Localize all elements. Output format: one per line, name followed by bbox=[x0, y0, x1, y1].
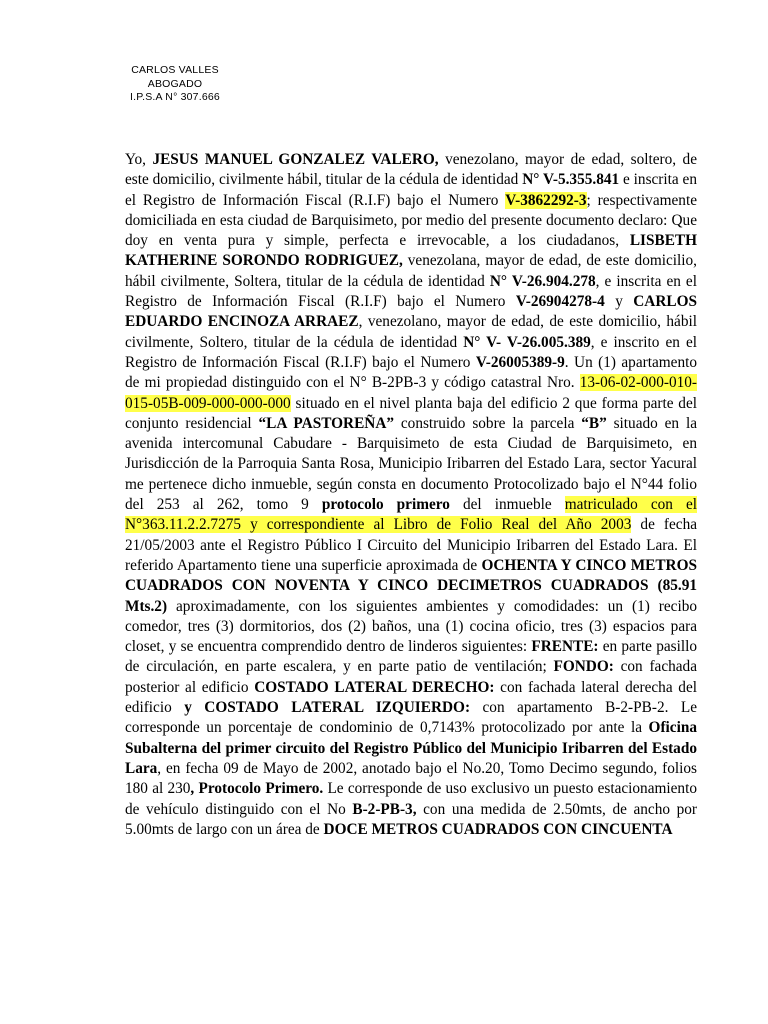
body-text: situado en la avenida intercomunal Cabudare - Barquisimeto de esta Ciudad de Barquisimeto, en Jurisdicción de la Parroquia Santa Rosa, Municipio Iribarren del Estado Lara, sector Yacural me pertenece dicho inmueble, según consta en documento Protocolizado bajo el N°44 folio del 253 al 262, tomo 9 bbox=[125, 414, 697, 514]
bold-text: protocolo primero bbox=[321, 496, 450, 514]
body-text: , e inscrito en el Registro de Información Fiscal (R.I.F) bajo el Numero bbox=[125, 333, 698, 371]
bold-text: , Protocolo Primero. bbox=[190, 780, 324, 798]
body-text: del inmueble bbox=[449, 496, 565, 514]
body-text: construido sobre la parcela bbox=[394, 414, 582, 432]
sale-declaration-paragraph bbox=[125, 150, 697, 840]
bold-text: JESUS MANUEL GONZALEZ VALERO, bbox=[152, 151, 439, 168]
body-text: e inscrita en el Registro de Información Fiscal (R.I.F) bajo el Numero bbox=[125, 171, 697, 209]
body-text: venezolana, mayor de edad, de este domicilio, hábil civilmente, Soltera, titular de la cédula de identidad bbox=[125, 252, 697, 290]
body-text: Yo, bbox=[125, 151, 153, 168]
body-text: en parte pasillo de circulación, en parte escalera, y en parte patio de ventilación; bbox=[125, 638, 697, 676]
lawyer-name: CARLOS VALLES bbox=[131, 64, 219, 76]
bold-text: “LA PASTOREÑA” bbox=[258, 414, 395, 432]
body-text: con una medida de 2.50mts, de ancho por 5.00mts de largo con un área de bbox=[125, 800, 697, 838]
body-text: venezolano, mayor de edad, soltero, de este domicilio, civilmente hábil, titular de la cédula de identidad bbox=[125, 151, 697, 189]
body-text: ; respectivamente domiciliada en esta ciudad de Barquisimeto, por medio del presente documento declaro: Que doy en venta pura y simple, perfecta e irrevocable, a los ciudadanos, bbox=[125, 191, 697, 250]
body-text: con apartamento B-2-PB-2. Le corresponde un porcentaje de condominio de 0,7143% protocolizado por ante la bbox=[125, 699, 698, 737]
bold-text: N° V-26.904.278 bbox=[489, 272, 596, 290]
bold-text: OCHENTA Y CINCO METROS CUADRADOS CON NOVENTA Y CINCO DECIMETROS CUADRADOS (85.91 Mts.2) bbox=[125, 556, 697, 615]
body-text: con fachada posterior al edificio bbox=[125, 658, 697, 696]
body-text: aproximadamente, con los siguientes ambientes y comodidades: un (1) recibo comedor, tres (3) dormitorios, dos (2) baños, una (1) cocina oficio, tres (3) espacios para closet, y se encuentra comprendido dentro de linderos siguientes: bbox=[125, 597, 697, 656]
bold-text: DOCE METROS CUADRADOS CON CINCUENTA bbox=[323, 820, 673, 838]
bold-text: y COSTADO LATERAL IZQUIERDO: bbox=[184, 699, 471, 717]
highlighted-text: matriculado con el N°363.11.2.2.7275 y correspondiente al Libro de Folio Real del Año 2003 bbox=[125, 496, 697, 534]
lawyer-ipsa-number: I.P.S.A N° 307.666 bbox=[130, 91, 220, 103]
body-text: Le corresponde de uso exclusivo un puesto estacionamiento de vehículo distinguido con el No bbox=[125, 780, 697, 818]
letterhead bbox=[100, 64, 250, 105]
bold-text: N° V- V-26.005.389 bbox=[463, 333, 591, 351]
bold-text: FONDO: bbox=[553, 658, 614, 676]
bold-text: CARLOS EDUARDO ENCINOZA ARRAEZ bbox=[125, 293, 697, 331]
highlighted-text: V-3862292-3 bbox=[505, 191, 587, 209]
body-text: . Un (1) apartamento de mi propiedad distinguido con el N° B-2PB-3 y código catastral Nro. bbox=[125, 353, 697, 392]
body-text: , venezolano, mayor de edad, de este domicilio, hábil civilmente, Soltero, titular de la cédula de identidad bbox=[125, 313, 697, 351]
highlighted-text: 13-06-02-000-010-015-05B-009-000-000-000 bbox=[125, 374, 697, 412]
bold-text: V-26904278-4 bbox=[515, 293, 605, 311]
bold-text: V-26005389-9 bbox=[475, 353, 565, 371]
bold-text: Oficina Subalterna del primer circuito del Registro Público del Municipio Iribarren del Estado Lara bbox=[125, 719, 697, 777]
bold-text: FRENTE: bbox=[531, 638, 599, 656]
body-text: y bbox=[604, 293, 634, 311]
document-body bbox=[125, 150, 697, 840]
body-text: , e inscrita en el Registro de Información Fiscal (R.I.F) bajo el Numero bbox=[125, 272, 697, 311]
body-text: situado en el nivel planta baja del edificio 2 que forma parte del conjunto residencial bbox=[125, 394, 697, 432]
body-text: con fachada lateral derecha del edificio bbox=[125, 678, 697, 717]
bold-text: “B” bbox=[581, 414, 607, 432]
body-text: de fecha 21/05/2003 ante el Registro Público I Circuito del Municipio Iribarren del Estado Lara. El referido Apartamento tiene una superficie aproximada de bbox=[125, 516, 698, 574]
bold-text: N° V-5.355.841 bbox=[522, 171, 620, 189]
bold-text: B-2-PB-3, bbox=[352, 800, 417, 818]
body-text: , en fecha 09 de Mayo de 2002, anotado bajo el No.20, Tomo Decimo segundo, folios 180 al 230 bbox=[125, 759, 697, 798]
bold-text: LISBETH KATHERINE SORONDO RODRIGUEZ, bbox=[125, 232, 697, 270]
lawyer-title: ABOGADO bbox=[147, 77, 203, 90]
bold-text: COSTADO LATERAL DERECHO: bbox=[254, 678, 495, 696]
